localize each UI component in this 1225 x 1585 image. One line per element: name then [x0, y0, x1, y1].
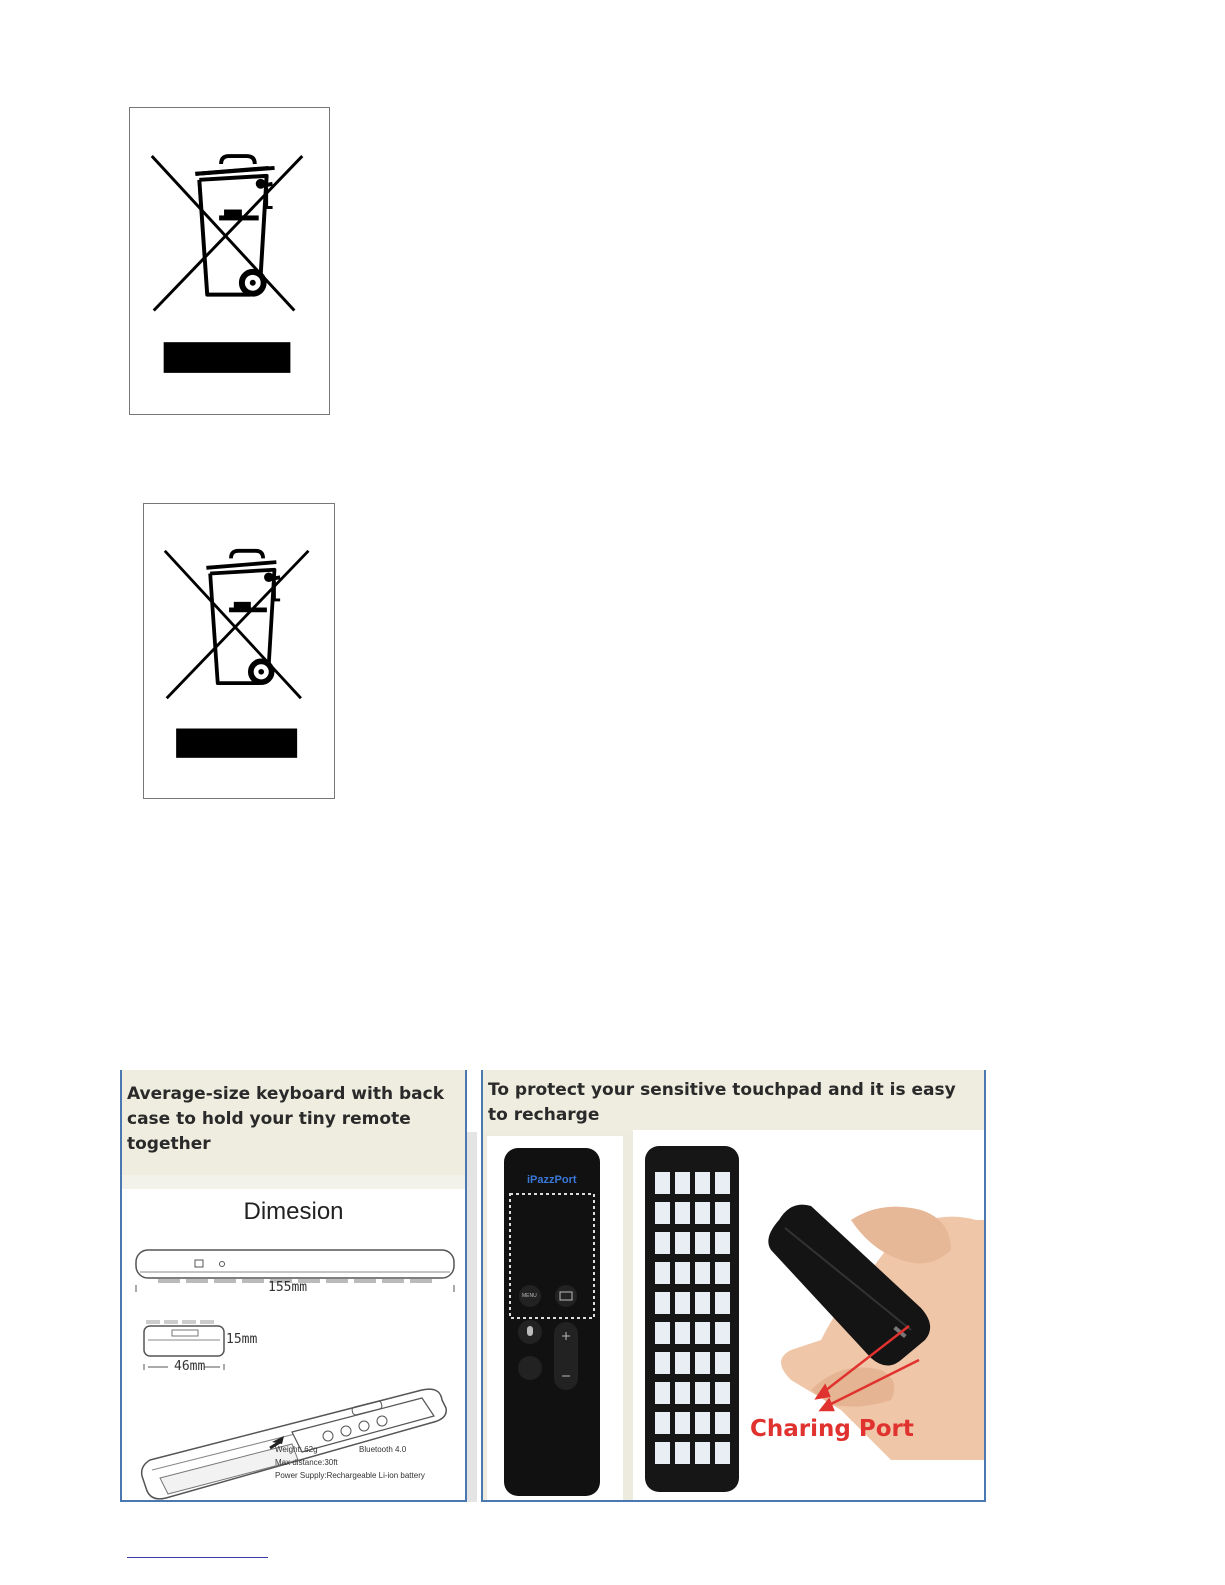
crossed-out-wheelie-bin-icon: [130, 108, 329, 414]
weee-symbol-card: [129, 107, 330, 415]
charging-panel-heading: To protect your sensitive touchpad and it is easy to recharge: [488, 1080, 956, 1125]
remote-front-image: [502, 1146, 602, 1498]
keyboard-back-image: [643, 1144, 741, 1494]
weee-symbol-card: [143, 503, 335, 799]
remote-brand-label: iPazzPort: [527, 1174, 577, 1186]
spec-power: Power Supply:Rechargeable Li-ion battery: [275, 1471, 425, 1480]
charging-panel: [481, 1070, 986, 1502]
charging-port-arrows: [813, 1320, 933, 1420]
product-promo-image: [120, 1070, 986, 1502]
crossed-out-wheelie-bin-icon: [144, 504, 334, 798]
dimension-panel-heading: Average-size keyboard with back case to hold your tiny remote together: [127, 1084, 445, 1154]
charging-port-label: Charing Port: [750, 1416, 914, 1442]
spec-weight: Weight: 62g: [275, 1445, 318, 1454]
width-dimension: 46mm: [174, 1359, 206, 1374]
spec-distance: Max distance:30ft: [275, 1458, 338, 1467]
length-dimension: 155mm: [268, 1280, 308, 1295]
footnote-separator: [127, 1557, 268, 1558]
thickness-dimension: 15mm: [226, 1332, 258, 1347]
dimension-title: Dimesion: [243, 1198, 344, 1225]
spec-bluetooth: Bluetooth 4.0: [359, 1445, 407, 1454]
dimension-panel: [120, 1070, 467, 1502]
remote-menu-label: MENU: [522, 1293, 537, 1299]
